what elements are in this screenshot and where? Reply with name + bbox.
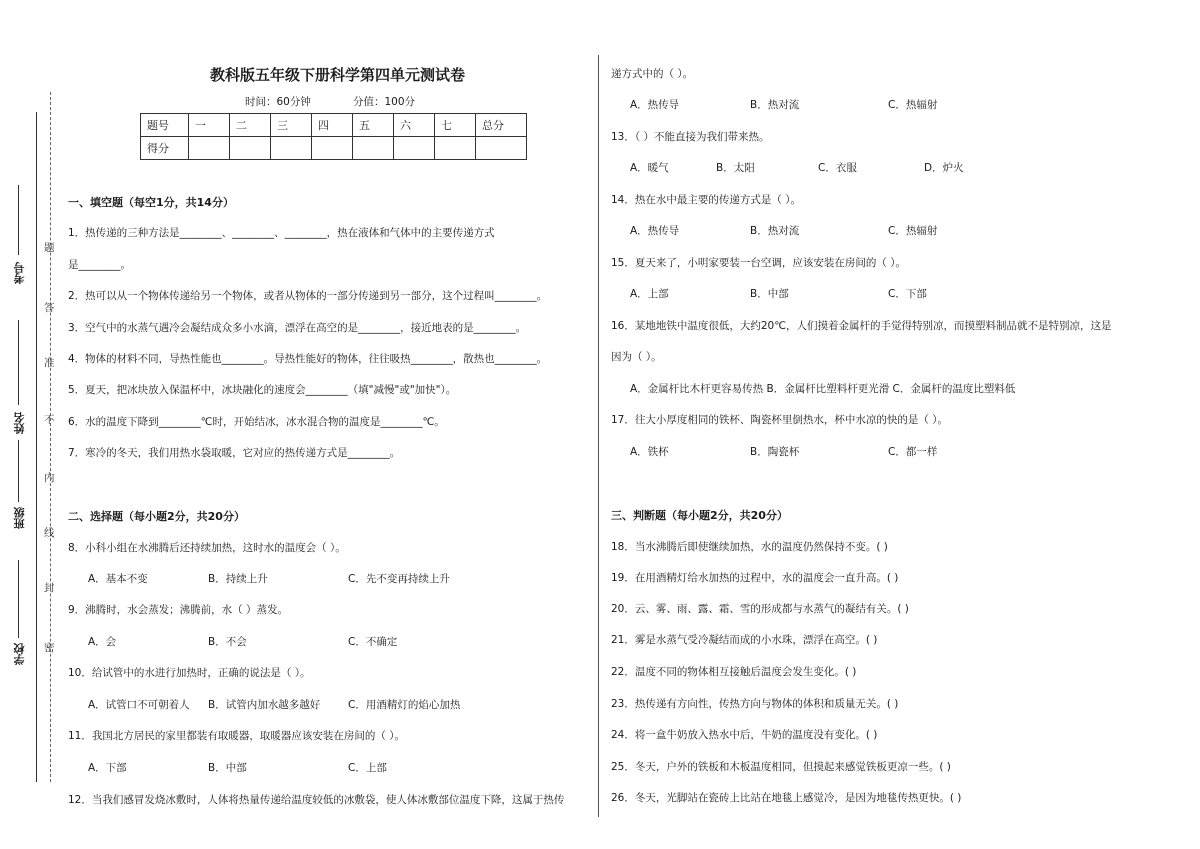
question-13: 13．（ ）不能直接为我们带来热。 (611, 131, 770, 143)
option-a[interactable]: A．热传导 (630, 225, 680, 237)
question-7: 7．寒冷的冬天，我们用热水袋取暖，它对应的热传递方式是________。 (68, 447, 401, 459)
score-input-cell[interactable] (353, 137, 394, 160)
question-12: 12．当我们感冒发烧冰敷时，人体将热量传递给温度较低的冰敷袋，使人体冰敷部位温度下降，这属于热传 (68, 794, 565, 806)
question-6: 6．水的温度下降到________℃时，开始结冰，冰水混合物的温度是________℃。 (68, 416, 445, 428)
judge-item[interactable]: 21．雾是水蒸气受冷凝结而成的小水珠，漂浮在高空。( ) (611, 634, 878, 646)
margin-dashed-line (50, 92, 51, 782)
score-input-cell[interactable] (435, 137, 476, 160)
score-table-cell: 得分 (141, 137, 189, 160)
option-a[interactable]: A．试管口不可朝着人 (88, 699, 190, 711)
score-input-cell[interactable] (476, 137, 527, 160)
score-table-cell: 三 (271, 114, 312, 137)
option-c[interactable]: C．衣服 (818, 162, 857, 174)
score-table-cell: 七 (435, 114, 476, 137)
score-input-cell[interactable] (312, 137, 353, 160)
option-b[interactable]: B．太阳 (716, 162, 755, 174)
option-b[interactable]: B．不会 (208, 636, 247, 648)
question-17: 17．往大小厚度相同的铁杯、陶瓷杯里倒热水，杯中水凉的快的是（ ）。 (611, 414, 948, 426)
option-d[interactable]: D．炉火 (924, 162, 964, 174)
score-table-cell: 题号 (141, 114, 189, 137)
field-exam-number: 考号 (13, 262, 26, 284)
exam-time: 时间：60分钟 (245, 96, 311, 108)
score-input-cell[interactable] (271, 137, 312, 160)
score-table-cell: 总分 (476, 114, 527, 137)
page-divider (598, 55, 599, 817)
question-12-cont: 递方式中的（ ）。 (611, 68, 694, 80)
section-heading-choice: 二、选择题（每小题2分，共20分） (68, 510, 245, 523)
judge-item[interactable]: 26．冬天，光脚站在瓷砖上比站在地毯上感觉冷，是因为地毯传热更快。( ) (611, 792, 962, 804)
question-16-options[interactable]: A．金属杆比木杆更容易传热 B．金属杆比塑料杆更光滑 C．金属杆的温度比塑料低 (630, 383, 1016, 395)
score-table-cell: 二 (230, 114, 271, 137)
option-a[interactable]: A．下部 (88, 762, 127, 774)
option-a[interactable]: A．上部 (630, 288, 669, 300)
option-c[interactable]: C．先不变再持续上升 (348, 573, 450, 585)
seal-char: 封 (44, 582, 55, 594)
judge-item[interactable]: 18．当水沸腾后即使继续加热，水的温度仍然保持不变。( ) (611, 541, 888, 553)
question-16: 16．某地地铁中温度很低，大约20℃，人们摸着金属杆的手觉得特别凉，而摸塑料制品就不是特别凉，这是 (611, 320, 1112, 332)
score-table (140, 113, 527, 160)
question-9: 9．沸腾时，水会蒸发；沸腾前，水（ ）蒸发。 (68, 604, 289, 616)
judge-item[interactable]: 22．温度不同的物体相互接触后温度会发生变化。( ) (611, 666, 857, 678)
score-table-cell: 四 (312, 114, 353, 137)
option-b[interactable]: B．试管内加水越多越好 (208, 699, 321, 711)
question-1: 1．热传递的三种方法是________、________、________，热在液体和气体中的主要传递方式 (68, 227, 495, 239)
score-table-cell: 一 (189, 114, 230, 137)
option-b[interactable]: B．持续上升 (208, 573, 268, 585)
seal-char: 内 (44, 472, 55, 484)
margin-solid-line (36, 112, 37, 782)
question-1-cont: 是________。 (68, 259, 131, 271)
score-input-cell[interactable] (230, 137, 271, 160)
field-class-line (18, 440, 19, 502)
option-b[interactable]: B．陶瓷杯 (750, 446, 800, 458)
option-a[interactable]: A．会 (88, 636, 117, 648)
option-b[interactable]: B．中部 (750, 288, 789, 300)
seal-char: 题 (44, 242, 55, 254)
seal-char: 线 (44, 527, 55, 539)
score-table-score-row (141, 137, 527, 160)
score-table-header-row (141, 114, 527, 137)
score-input-cell[interactable] (189, 137, 230, 160)
field-exam-number-line (18, 185, 19, 255)
judge-item[interactable]: 20．云、雾、雨、露、霜、雪的形成都与水蒸气的凝结有关。( ) (611, 603, 909, 615)
option-b[interactable]: B．热对流 (750, 99, 800, 111)
section-heading-true-false: 三、判断题（每小题2分，共20分） (611, 509, 788, 522)
option-c[interactable]: C．不确定 (348, 636, 398, 648)
question-2: 2．热可以从一个物体传递给另一个物体，或者从物体的一部分传递到另一部分，这个过程叫________。 (68, 290, 548, 302)
question-10: 10．给试管中的水进行加热时，正确的说法是（ ）。 (68, 667, 311, 679)
score-table-cell: 六 (394, 114, 435, 137)
option-c[interactable]: C．上部 (348, 762, 387, 774)
option-c[interactable]: C．热辐射 (888, 225, 938, 237)
field-class: 班级 (13, 507, 26, 529)
score-table-cell: 五 (353, 114, 394, 137)
seal-char: 答 (44, 302, 55, 314)
exam-score: 分值：100分 (353, 96, 416, 108)
option-c[interactable]: C．下部 (888, 288, 927, 300)
seal-char: 不 (44, 414, 55, 426)
field-school: 学校 (13, 643, 26, 665)
seal-char: 密 (44, 642, 55, 654)
field-name-line (18, 320, 19, 405)
question-11: 11．我国北方居民的家里都装有取暖器，取暖器应该安装在房间的（ ）。 (68, 730, 405, 742)
question-8: 8．小科小组在水沸腾后还持续加热，这时水的温度会（ ）。 (68, 542, 346, 554)
option-b[interactable]: B．中部 (208, 762, 247, 774)
option-a[interactable]: A．铁杯 (630, 446, 669, 458)
judge-item[interactable]: 19．在用酒精灯给水加热的过程中，水的温度会一直升高。( ) (611, 572, 899, 584)
seal-char: 准 (44, 357, 55, 369)
question-15: 15．夏天来了，小明家要装一台空调，应该安装在房间的（ ）。 (611, 257, 906, 269)
option-c[interactable]: C．热辐射 (888, 99, 938, 111)
option-a[interactable]: A．暖气 (630, 162, 669, 174)
field-name: 姓名 (13, 412, 26, 434)
judge-item[interactable]: 23．热传递有方向性，传热方向与物体的体积和质量无关。( ) (611, 698, 899, 710)
option-a[interactable]: A．基本不变 (88, 573, 148, 585)
option-b[interactable]: B．热对流 (750, 225, 800, 237)
question-5: 5．夏天，把冰块放入保温杯中，冰块融化的速度会________（填"减慢"或"加快"）。 (68, 384, 457, 396)
question-4: 4．物体的材料不同，导热性能也________。导热性能好的物体，往往吸热________，散热也________。 (68, 353, 548, 365)
score-input-cell[interactable] (394, 137, 435, 160)
judge-item[interactable]: 25．冬天，户外的铁板和木板温度相同，但摸起来感觉铁板更凉一些。( ) (611, 761, 951, 773)
question-3: 3．空气中的水蒸气遇冷会凝结成众多小水滴，漂浮在高空的是________，接近地表的是________。 (68, 322, 527, 334)
option-a[interactable]: A．热传导 (630, 99, 680, 111)
option-c[interactable]: C．都一样 (888, 446, 938, 458)
page-title: 教科版五年级下册科学第四单元测试卷 (210, 66, 466, 84)
judge-item[interactable]: 24．将一盒牛奶放入热水中后，牛奶的温度没有变化。( ) (611, 729, 878, 741)
option-c[interactable]: C．用酒精灯的焰心加热 (348, 699, 461, 711)
question-14: 14．热在水中最主要的传递方式是（ ）。 (611, 194, 801, 206)
section-heading-fill-in: 一、填空题（每空1分，共14分） (68, 196, 234, 209)
question-16-cont: 因为（ ）。 (611, 351, 662, 363)
field-school-line (18, 560, 19, 638)
